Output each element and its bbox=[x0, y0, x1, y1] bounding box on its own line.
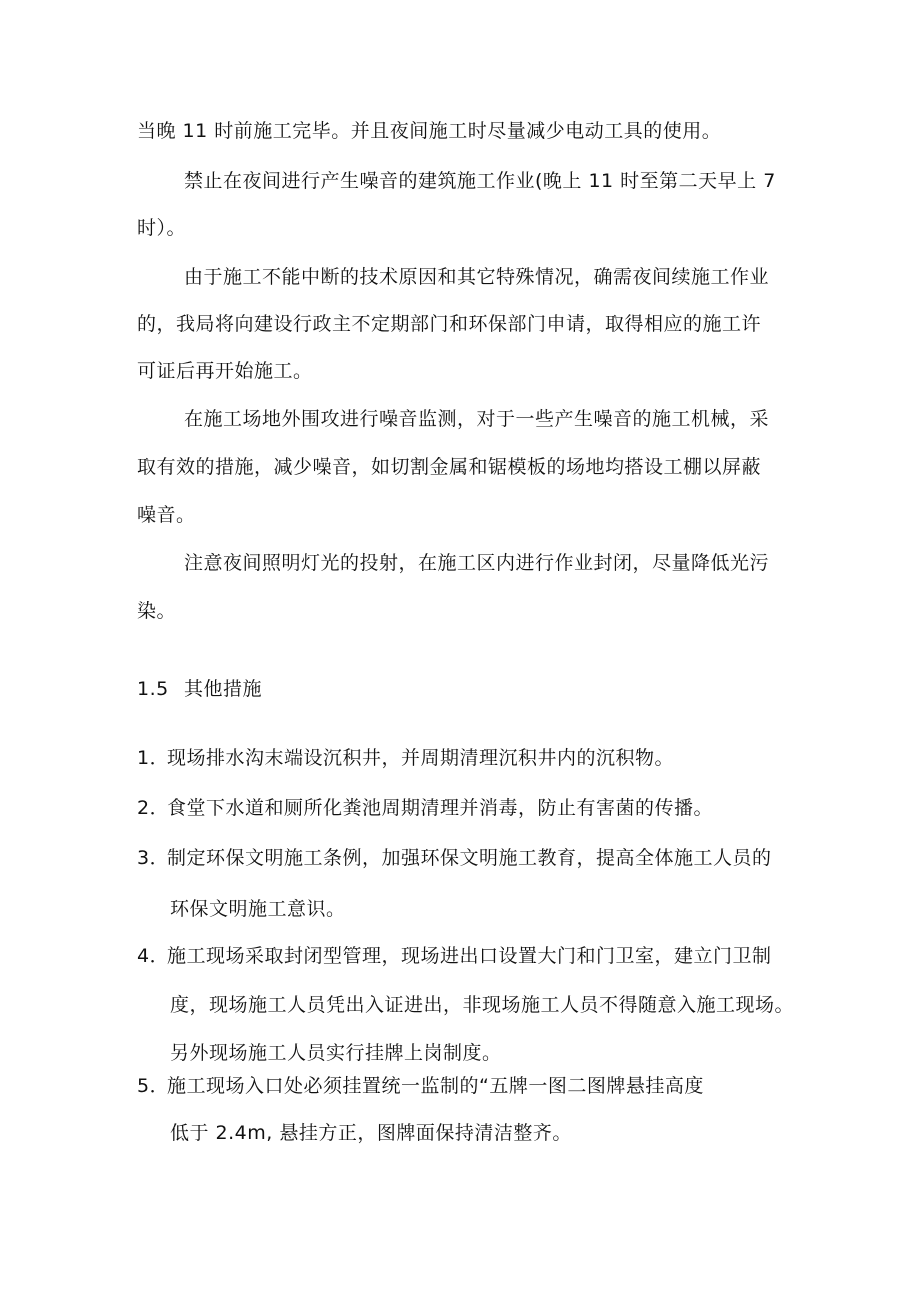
list-item-text: 施工现场入口处必须挂置统一监制的“五牌一图二图牌悬挂高度 bbox=[167, 1075, 704, 1097]
paragraph-line: 噪音。 bbox=[137, 504, 196, 526]
list-item-continuation: 度，现场施工人员凭出入证进出，非现场施工人员不得随意入施工现场。 bbox=[170, 994, 795, 1016]
paragraph-line: 由于施工不能中断的技术原因和其它特殊情况，确需夜间续施工作业 bbox=[184, 266, 770, 288]
list-item-number: 3． bbox=[137, 847, 170, 869]
list-item-number: 2． bbox=[137, 797, 170, 819]
section-number: 1.5 bbox=[137, 678, 169, 700]
list-item-number: 1． bbox=[137, 747, 170, 769]
list-item-text: 制定环保文明施工条例，加强环保文明施工教育，提高全体施工人员的 bbox=[167, 847, 772, 869]
list-item-continuation: 低于 2.4m, 悬挂方正，图牌面保持清洁整齐。 bbox=[170, 1122, 572, 1144]
paragraph-line: 染。 bbox=[137, 600, 177, 622]
list-item bbox=[137, 1073, 704, 1099]
section-heading bbox=[137, 676, 262, 702]
list-item bbox=[137, 943, 772, 969]
paragraph-line: 可证后再开始施工。 bbox=[137, 360, 313, 382]
list-item-text: 施工现场采取封闭型管理，现场进出口设置大门和门卫室，建立门卫制 bbox=[167, 945, 772, 967]
list-item-number: 5． bbox=[137, 1075, 170, 1097]
list-item-continuation: 环保文明施工意识。 bbox=[170, 898, 346, 920]
list-item bbox=[137, 845, 772, 871]
list-item-text: 现场排水沟末端设沉积井，并周期清理沉积井内的沉积物。 bbox=[167, 747, 675, 769]
paragraph-line: 禁止在夜间进行产生噪音的建筑施工作业(晚上 11 时至第二天早上 7 bbox=[184, 170, 776, 192]
list-item bbox=[137, 745, 674, 771]
paragraph-line: 的，我局将向建设行政主不定期部门和环保部门申请，取得相应的施工许 bbox=[137, 313, 762, 335]
paragraph-line: 时）。 bbox=[137, 217, 187, 239]
paragraph-line: 取有效的措施，减少噪音，如切割金属和锯模板的场地均搭设工棚以屏蔽 bbox=[137, 456, 762, 478]
paragraph-line: 注意夜间照明灯光的投射，在施工区内进行作业封闭，尽量降低光污 bbox=[184, 552, 770, 574]
paragraph-line: 当晚 11 时前施工完毕。并且夜间施工时尽量减少电动工具的使用。 bbox=[137, 120, 722, 142]
list-item bbox=[137, 795, 713, 821]
paragraph-line: 在施工场地外围攻进行噪音监测，对于一些产生噪音的施工机械，采 bbox=[184, 408, 770, 430]
list-item-number: 4． bbox=[137, 945, 170, 967]
list-item-continuation: 另外现场施工人员实行挂牌上岗制度。 bbox=[170, 1042, 502, 1064]
section-title: 其他措施 bbox=[184, 678, 263, 700]
list-item-text: 食堂下水道和厕所化粪池周期清理并消毒，防止有害菌的传播。 bbox=[167, 797, 714, 819]
